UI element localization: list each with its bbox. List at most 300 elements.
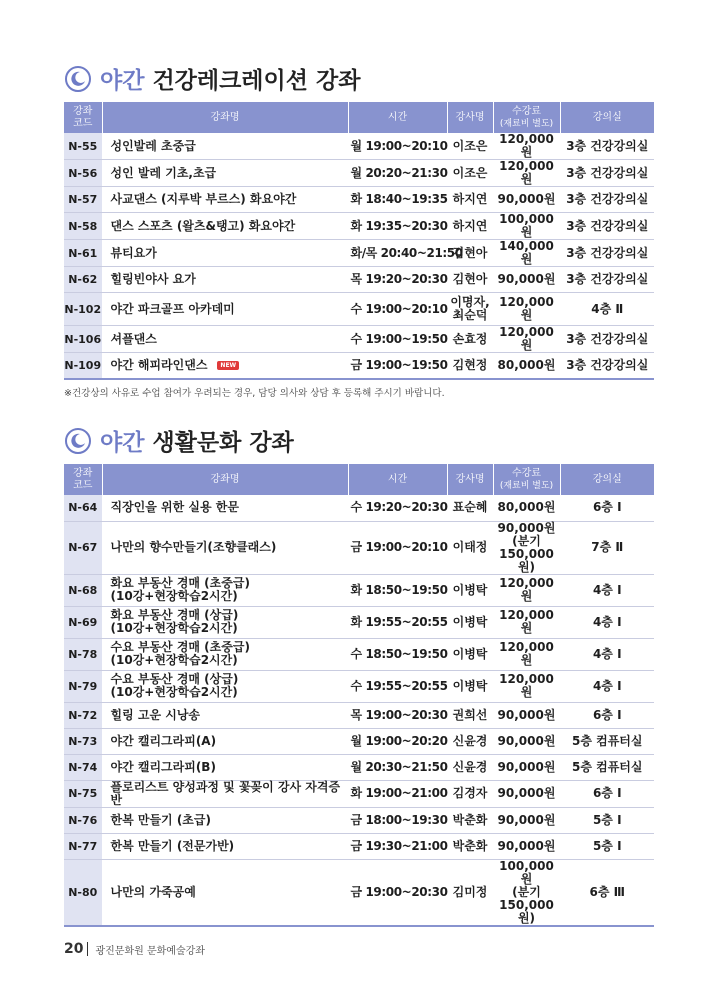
course-time: [348, 807, 447, 833]
course-room: [560, 267, 654, 293]
course-teacher-text: 이병탁: [452, 646, 488, 661]
course-time-text: 화/목 20:40~21:50: [350, 245, 463, 260]
course-name-text: 힐링빈야사 요가: [110, 272, 196, 286]
header-time: 시간: [348, 102, 447, 133]
course-fee: [493, 670, 560, 702]
course-time-text: 수 19:00~19:50: [350, 331, 448, 346]
course-fee: [493, 606, 560, 638]
course-teacher: [447, 326, 493, 353]
course-name: [102, 160, 348, 187]
course-fee: [493, 728, 560, 754]
course-name: [102, 859, 348, 926]
course-code: [64, 859, 102, 926]
course-code: [64, 326, 102, 353]
header-code: [64, 102, 102, 133]
course-time: [348, 859, 447, 926]
course-fee: [493, 267, 560, 293]
course-name-text: 직장인을 위한 실용 한문: [110, 500, 239, 515]
course-code: [64, 833, 102, 859]
course-name: [102, 702, 348, 728]
course-teacher: [447, 187, 493, 213]
course-room: [560, 833, 654, 859]
table-row: [64, 702, 654, 728]
course-room: [560, 133, 654, 160]
course-room-text: 5층 Ⅰ: [592, 812, 622, 827]
header-fee: [493, 464, 560, 495]
course-time: [348, 353, 447, 379]
section-title-main: 건강레크레이션 강좌: [152, 68, 361, 94]
course-code: [64, 807, 102, 833]
course-time: [348, 833, 447, 859]
course-teacher-text: 권희선: [452, 707, 488, 722]
course-fee: [493, 702, 560, 728]
course-teacher: [447, 521, 493, 574]
table-row: [64, 213, 654, 240]
course-room-text: 6층 Ⅰ: [592, 786, 622, 800]
course-code: [64, 702, 102, 728]
course-name-text: 플로리스트 양성과정 및 꽃꽂이 강사 자격증반: [110, 779, 341, 807]
course-room: [560, 606, 654, 638]
header-fee-label: 수강료: [512, 467, 541, 479]
course-room-text: 5층 컴퓨터실: [572, 733, 643, 748]
course-teacher-text: 표순혜: [452, 500, 488, 515]
course-code: [64, 187, 102, 213]
table-row: [64, 670, 654, 702]
course-name: [102, 521, 348, 574]
course-room-text: 4층 Ⅰ: [592, 678, 622, 693]
footer-divider: [87, 942, 88, 956]
course-fee-text: 90,000원: [497, 272, 556, 286]
course-room-text: 3층 건강강의실: [566, 331, 649, 346]
course-room-text: 4층 Ⅱ: [591, 301, 624, 316]
course-code: [64, 240, 102, 267]
header-time: 시간: [348, 464, 447, 495]
section-title-culture: [64, 424, 294, 457]
course-fee-text: 150,000원): [499, 897, 554, 925]
course-code: [64, 521, 102, 574]
course-room-text: 5층 컴퓨터실: [572, 759, 643, 774]
course-name-text: 야간 캘리그라피(B): [110, 759, 216, 774]
moon-clock-icon: [64, 65, 92, 93]
course-name: [102, 213, 348, 240]
course-fee: [493, 187, 560, 213]
course-teacher-text: 김현정: [452, 357, 488, 372]
course-fee-text: 80,000원: [497, 500, 556, 515]
course-name-text: 야간 캘리그라피(A): [110, 733, 217, 748]
course-name: [102, 293, 348, 326]
course-teacher: [447, 574, 493, 606]
course-time-text: 수 18:50~19:50: [350, 646, 448, 661]
course-fee: [493, 133, 560, 160]
course-code: [64, 606, 102, 638]
course-teacher-text: 이태정: [452, 540, 488, 554]
new-badge: NEW: [217, 361, 239, 370]
health-note: ※건강상의 사유로 수업 참여가 우려되는 경우, 담당 의사와 상담 후 등록해 주시기 바랍니다.: [64, 388, 445, 399]
course-name-text: 야간 파크골프 아카데미: [110, 301, 235, 316]
course-time-text: 금 18:00~19:30: [350, 812, 448, 827]
course-room: [560, 754, 654, 780]
course-room-text: 3층 건강강의실: [566, 138, 649, 153]
course-code-text: N-106: [64, 332, 102, 346]
course-time-text: 월 19:00~20:10: [350, 138, 448, 153]
course-teacher-text: 이병탁: [452, 614, 488, 629]
course-teacher-text: 이조은: [452, 165, 488, 180]
header-fee: [493, 102, 560, 133]
course-teacher: [447, 638, 493, 670]
table-row: [64, 133, 654, 160]
course-name-text: 사교댄스 (지루박 부르스) 화요야간: [110, 192, 297, 206]
course-code: [64, 133, 102, 160]
course-name-text: 수요 부동산 경매 (초중급): [110, 640, 250, 654]
header-teacher: 강사명: [447, 464, 493, 495]
section-title-health: [64, 62, 360, 95]
course-room: [560, 293, 654, 326]
course-fee-text: 140,000원: [499, 239, 554, 266]
table-row: [64, 728, 654, 754]
course-code-text: N-68: [68, 583, 98, 597]
culture-course-table: [64, 464, 654, 927]
course-fee-text: 90,000원: [497, 707, 556, 722]
course-room: [560, 326, 654, 353]
course-room: [560, 353, 654, 379]
health-course-table: [64, 102, 654, 380]
course-time-text: 화 19:00~21:00: [350, 786, 448, 800]
course-teacher: [447, 213, 493, 240]
course-time: [348, 326, 447, 353]
section-title-accent: 야간: [100, 68, 145, 94]
course-room-text: 4층 Ⅰ: [592, 582, 622, 597]
header-code-label: 강좌 코드: [73, 467, 93, 491]
course-code: [64, 780, 102, 807]
course-time-text: 금 19:30~21:00: [350, 838, 448, 853]
course-fee: [493, 833, 560, 859]
course-code-text: N-76: [68, 813, 98, 827]
course-time-text: 월 20:30~21:50: [350, 759, 448, 774]
course-fee-text: 120,000원: [499, 640, 554, 667]
course-fee: [493, 160, 560, 187]
course-teacher: [447, 754, 493, 780]
course-name: [102, 187, 348, 213]
page-footer: [64, 941, 205, 957]
course-room-text: 6층 Ⅰ: [592, 707, 622, 722]
course-room: [560, 213, 654, 240]
header-code-label: 강좌 코드: [73, 105, 93, 129]
course-name-text: 힐링 고운 시낭송: [110, 707, 201, 722]
course-room: [560, 859, 654, 926]
course-time-text: 월 20:20~21:30: [350, 165, 448, 180]
course-code-text: N-69: [68, 615, 98, 629]
course-name: [102, 267, 348, 293]
course-fee-text: 120,000원: [499, 132, 554, 159]
course-code-text: N-55: [68, 139, 98, 153]
table-row: [64, 187, 654, 213]
course-time-text: 화 19:55~20:55: [350, 614, 448, 629]
course-teacher: [447, 728, 493, 754]
course-name: [102, 353, 348, 379]
course-fee-text: 120,000원: [499, 325, 554, 352]
footer-text: 광진문화원 문화예술강좌: [95, 945, 205, 957]
table-row: [64, 780, 654, 807]
course-fee-text: 120,000원: [499, 159, 554, 186]
course-name-text: 화요 부동산 경매 (초중급): [110, 576, 250, 590]
header-teacher: 강사명: [447, 102, 493, 133]
table-row: [64, 353, 654, 379]
course-code: [64, 728, 102, 754]
table-row: [64, 833, 654, 859]
course-teacher-text: 김현아: [452, 245, 488, 260]
course-fee: [493, 353, 560, 379]
course-teacher: [447, 495, 493, 521]
course-name-text: 화요 부동산 경매 (상급): [110, 608, 239, 622]
course-name: [102, 780, 348, 807]
course-name: [102, 326, 348, 353]
course-name-text: (10강+현장학습2시간): [110, 621, 238, 635]
header-name: 강좌명: [102, 464, 348, 495]
course-fee-text: 90,000원: [497, 520, 556, 535]
course-teacher-text: 신윤경: [452, 733, 488, 748]
course-teacher-text: 하지연: [452, 192, 488, 206]
course-room-text: 7층 Ⅱ: [591, 540, 624, 554]
course-code-text: N-62: [68, 273, 98, 286]
course-fee-text: 100,000원: [499, 858, 554, 886]
course-name: [102, 574, 348, 606]
course-room: [560, 638, 654, 670]
course-code-text: N-102: [64, 302, 102, 316]
course-code: [64, 574, 102, 606]
course-time: [348, 240, 463, 267]
course-fee: [493, 521, 560, 574]
course-fee: [493, 638, 560, 670]
course-name-text: 댄스 스포츠 (왈츠&탱고) 화요야간: [110, 218, 296, 233]
course-teacher: [447, 833, 493, 859]
course-time-text: 금 19:00~19:50: [350, 357, 448, 372]
course-name-text: 나만의 가죽공예: [110, 884, 196, 899]
course-teacher: [447, 780, 493, 807]
course-code-text: N-56: [68, 166, 98, 180]
course-name: [102, 754, 348, 780]
course-code: [64, 495, 102, 521]
course-teacher: [447, 670, 493, 702]
header-room: 강의실: [560, 102, 654, 133]
course-time-text: 목 19:00~20:30: [350, 707, 448, 722]
course-fee-text: (분기: [512, 884, 541, 899]
course-room-text: 5층 Ⅰ: [592, 838, 622, 853]
course-code-text: N-58: [68, 219, 98, 233]
table-row: [64, 267, 654, 293]
course-teacher-text: 최순덕: [452, 308, 488, 322]
course-fee: [493, 213, 560, 240]
course-code: [64, 670, 102, 702]
course-time-text: 금 19:00~20:10: [350, 540, 448, 554]
course-name: [102, 240, 348, 267]
course-name-text: 수요 부동산 경매 (상급): [110, 672, 239, 686]
course-time: [348, 780, 447, 807]
course-fee-text: 120,000원: [499, 672, 554, 699]
course-name-text: 셔플댄스: [110, 331, 157, 346]
course-name: [102, 133, 348, 160]
course-fee-text: 120,000원: [499, 576, 554, 603]
course-fee-text: 90,000원: [497, 786, 556, 800]
course-name-text: 한복 만들기 (전문가반): [110, 838, 235, 853]
course-teacher-text: 박춘화: [452, 838, 488, 853]
course-name: [102, 670, 348, 702]
course-time: [348, 638, 447, 670]
course-teacher: [447, 133, 493, 160]
table-row: [64, 606, 654, 638]
course-time-text: 월 19:00~20:20: [350, 733, 448, 748]
course-time-text: 화 18:50~19:50: [350, 582, 448, 597]
course-code-text: N-57: [68, 193, 98, 206]
course-time: [348, 574, 447, 606]
table-row: [64, 495, 654, 521]
course-code-text: N-75: [68, 787, 98, 800]
course-name-text: 한복 만들기 (초급): [110, 812, 211, 827]
course-teacher: [447, 702, 493, 728]
course-name-text: (10강+현장학습2시간): [110, 589, 238, 603]
table-row: [64, 859, 654, 926]
header-room: 강의실: [560, 464, 654, 495]
course-time: [348, 187, 447, 213]
course-time-text: 금 19:00~20:30: [350, 884, 448, 899]
course-time: [348, 521, 447, 574]
course-room-text: 6층 Ⅰ: [592, 500, 622, 515]
course-fee-text: 120,000원: [499, 295, 554, 322]
course-code: [64, 213, 102, 240]
table-row: [64, 521, 654, 574]
table-row: [64, 240, 654, 267]
course-teacher: [447, 859, 493, 926]
course-room-text: 3층 건강강의실: [566, 218, 649, 233]
course-time: [348, 160, 447, 187]
table-row: [64, 293, 654, 326]
course-name-text: 야간 해피라인댄스: [110, 357, 208, 372]
course-room: [560, 702, 654, 728]
course-code-text: N-72: [68, 708, 98, 722]
course-teacher: [447, 240, 493, 267]
course-code-text: N-67: [68, 541, 98, 554]
header-fee-label: 수강료: [512, 105, 541, 117]
course-teacher-text: 하지연: [452, 218, 488, 233]
course-teacher: [447, 160, 493, 187]
course-fee-text: 90,000원: [497, 192, 556, 206]
course-teacher-text: 박춘화: [452, 812, 488, 827]
course-name: [102, 728, 348, 754]
course-name: [102, 807, 348, 833]
course-teacher-text: 김미정: [452, 884, 488, 899]
table-row: [64, 574, 654, 606]
course-fee-text: (분기: [512, 533, 541, 548]
table-header-row: [64, 464, 654, 495]
course-name-text: 뷰티요가: [110, 245, 157, 260]
course-code-text: N-73: [68, 734, 98, 748]
course-time-text: 수 19:00~20:10: [350, 301, 448, 316]
table-header-row: [64, 102, 654, 133]
course-fee: [493, 495, 560, 521]
course-room-text: 3층 건강강의실: [566, 272, 649, 286]
course-fee-text: 100,000원: [499, 212, 554, 239]
course-time-text: 화 19:35~20:30: [350, 218, 448, 233]
course-room: [560, 807, 654, 833]
course-code-text: N-61: [68, 246, 98, 260]
course-fee-text: 120,000원: [499, 608, 554, 635]
course-fee: [493, 859, 560, 926]
course-room: [560, 521, 654, 574]
course-fee: [493, 807, 560, 833]
course-room: [560, 780, 654, 807]
course-code: [64, 293, 102, 326]
course-time-text: 수 19:55~20:55: [350, 678, 448, 693]
course-name-text: 성인 발레 기초,초급: [110, 165, 217, 180]
course-fee-text: 150,000원): [499, 546, 554, 574]
course-fee-text: 90,000원: [497, 733, 556, 748]
course-teacher-text: 신윤경: [452, 759, 488, 774]
course-fee: [493, 780, 560, 807]
course-time: [348, 293, 447, 326]
table-row: [64, 807, 654, 833]
course-code: [64, 638, 102, 670]
course-time-text: 수 19:20~20:30: [350, 500, 448, 515]
course-code: [64, 160, 102, 187]
course-room-text: 3층 건강강의실: [566, 165, 649, 180]
course-fee: [493, 754, 560, 780]
course-teacher: [447, 353, 493, 379]
course-code-text: N-80: [68, 885, 98, 899]
course-teacher-text: 손효정: [452, 331, 488, 346]
course-name-text: 성인발레 초중급: [110, 138, 196, 153]
course-teacher: [447, 606, 493, 638]
course-time: [348, 670, 447, 702]
course-room-text: 4층 Ⅰ: [592, 646, 622, 661]
course-room-text: 4층 Ⅰ: [592, 614, 622, 629]
header-fee-note: (재료비 별도): [499, 480, 554, 491]
course-code-text: N-79: [68, 679, 98, 693]
course-room-text: 3층 건강강의실: [566, 192, 649, 206]
course-fee: [493, 240, 560, 267]
course-name: [102, 495, 348, 521]
header-fee-note: (재료비 별도): [499, 118, 554, 129]
moon-clock-icon: [64, 427, 92, 455]
course-time-text: 목 19:20~20:30: [350, 272, 448, 286]
course-time: [348, 606, 447, 638]
table-row: [64, 326, 654, 353]
course-room: [560, 187, 654, 213]
course-fee-text: 80,000원: [497, 357, 556, 372]
course-fee-text: 90,000원: [497, 812, 556, 827]
course-code: [64, 267, 102, 293]
course-code-text: N-74: [68, 760, 98, 774]
course-name: [102, 606, 348, 638]
course-room-text: 3층 건강강의실: [566, 245, 649, 260]
course-fee-text: 90,000원: [497, 759, 556, 774]
header-code: [64, 464, 102, 495]
course-time: [348, 133, 447, 160]
course-room: [560, 728, 654, 754]
course-name-text: (10강+현장학습2시간): [110, 685, 238, 699]
header-name: 강좌명: [102, 102, 348, 133]
course-code-text: N-78: [68, 647, 98, 661]
course-time: [348, 495, 447, 521]
course-teacher-text: 이조은: [452, 138, 488, 153]
page-number: 20: [64, 941, 84, 957]
course-time-text: 화 18:40~19:35: [350, 192, 448, 206]
course-code-text: N-109: [64, 358, 102, 372]
course-room: [560, 160, 654, 187]
course-time: [348, 754, 447, 780]
course-room: [560, 670, 654, 702]
table-row: [64, 638, 654, 670]
course-teacher: [447, 293, 493, 326]
course-fee: [493, 326, 560, 353]
